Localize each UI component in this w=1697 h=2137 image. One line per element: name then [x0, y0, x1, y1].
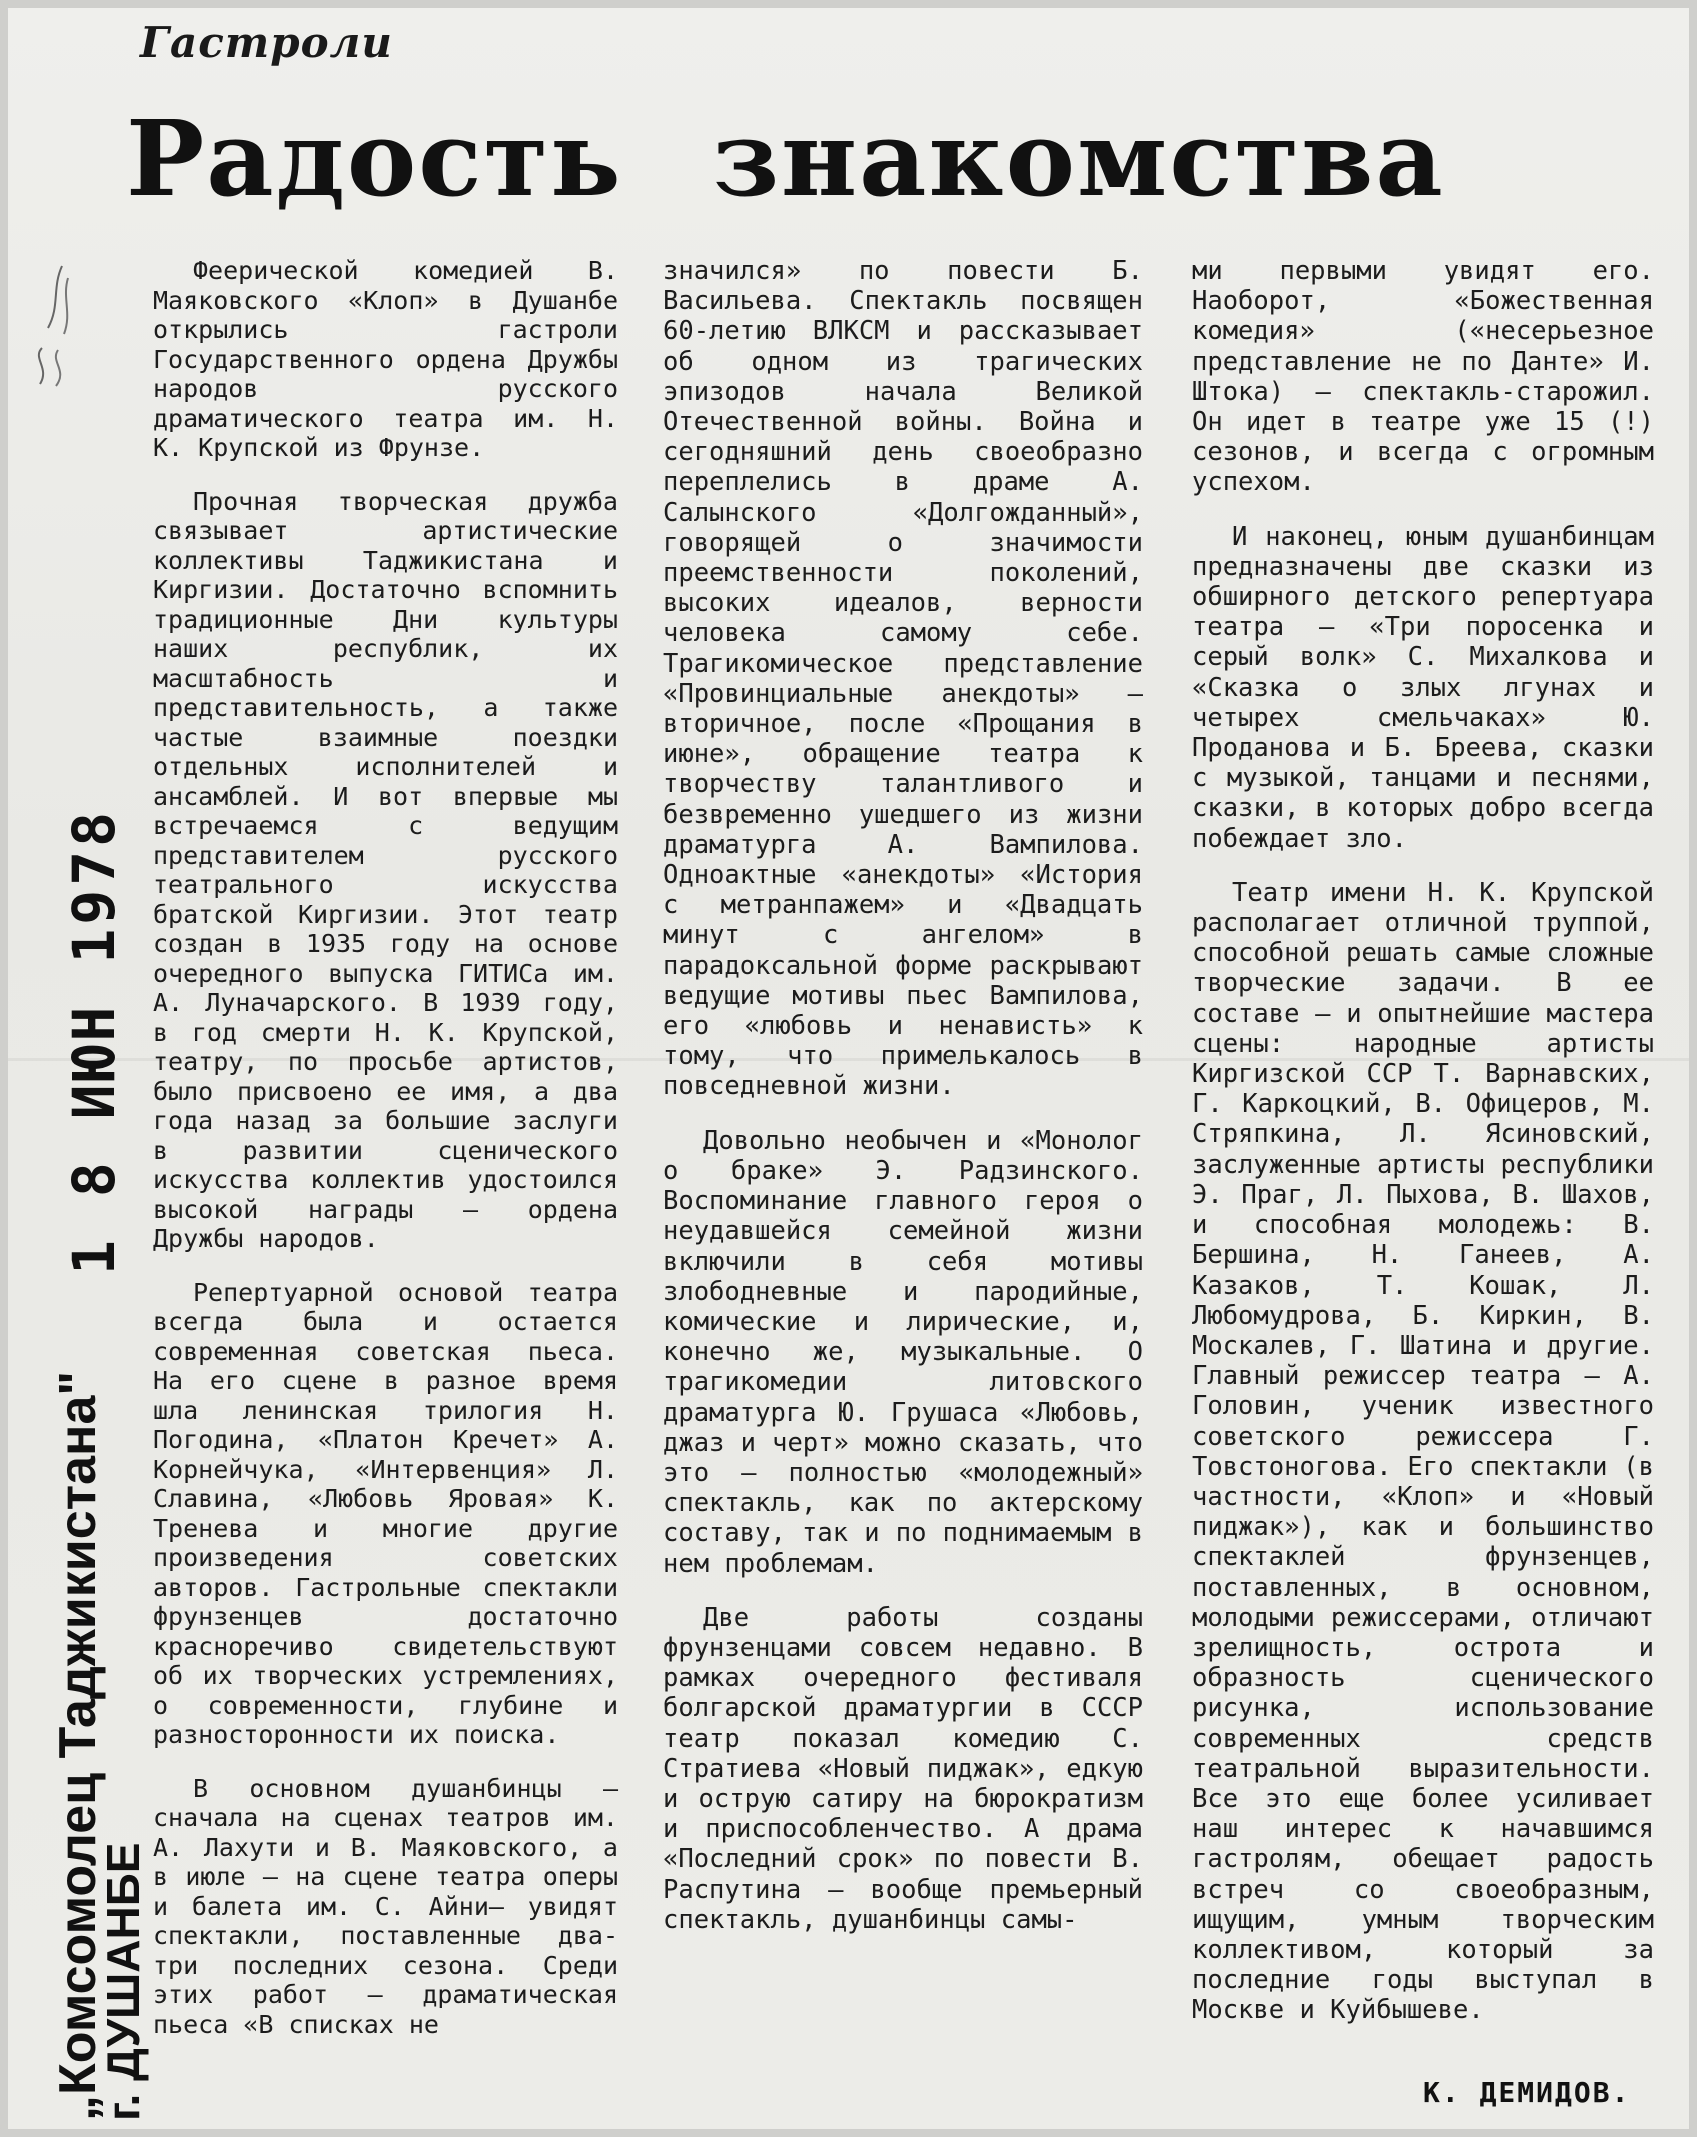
paragraph: И наконец, юным душанбинцам предназначены две сказки из обширного детского репертуара театра — «Три поросенка и серый волк» С. Михалкова и «Сказка о злых лгунах и четырех смельчаках» Ю. Проданова и Б. Бреева, сказки с музыкой, танцами и песнями, сказки, в которых добро всегда побеждает зло. — [1192, 521, 1654, 854]
paragraph: значился» по повести Б. Васильева. Спектакль посвящен 60-летию ВЛКСМ и рассказывает об одном из трагических эпизодов начала Великой Отечественной войны. Война и сегодняшний день своеобразно переплелись в драме А. Салынского «Долгожданный», говорящей о значимости преемственности поколений, высоких идеалов, верности человека самому себе. Трагикомическое представление «Провинциальные анекдоты» — вторичное, после «Прощания в июне», обращение театра к творчеству талантливого и безвременно ушедшего из жизни драматурга А. Вампилова. Одноактные «анекдоты» «История с метранпажем» и «Двадцать минут с ангелом» в парадоксальной форме раскрывают ведущие мотивы пьес Вампилова, его «любовь и ненависть» к тому, что примелькалось в повседневной жизни. — [663, 256, 1143, 1102]
article-column-1 — [153, 256, 618, 2063]
handwritten-side-note — [22, 258, 92, 398]
paragraph: В основном душанбинцы — сначала на сценах театров им. А. Лахути и В. Маяковского, а в июле — на сцене театра оперы и балета им. С. Айни— увидят спектакли, поставленные два-три последних сезона. Среди этих работ — драматическая пьеса «В списках не — [153, 1773, 618, 2039]
article-column-3 — [1192, 256, 1654, 2050]
rubric: Гастроли — [140, 18, 393, 67]
headline-word-2: знакомства — [712, 97, 1445, 220]
paragraph: ми первыми увидят его. Наоборот, «Божественная комедия» («несерьезное представление не по Данте» И. Штока) — спектакль-старожил. Он идет в театре уже 15 (!) сезонов, и всегда с огромным успехом. — [1192, 256, 1654, 498]
headline-word-1: Радость — [126, 97, 623, 220]
paragraph: Две работы созданы фрунзенцами совсем недавно. В рамках очередного фестиваля болгарской драматургии в СССР театр показал комедию С. Стратиева «Новый пиджак», едкую и острую сатиру на бюрократизм и приспособленчество. А драма «Последний срок» по повести В. Распутина — вообще премьерный спектакль, душанбинцы самы- — [663, 1602, 1143, 1935]
date-stamp: 1 8 ИЮН 1978 — [60, 807, 128, 1275]
paragraph: Довольно необычен и «Монолог о браке» Э. Радзинского. Воспоминание главного героя о неудавшейся семейной жизни включили в себя мотивы злободневные и пародийные, комические и лирические, и, конечно же, музыкальные. О трагикомедии литовского драматурга Ю. Грушаса «Любовь, джаз и черт» можно сказать, что это — полностью «молодежный» спектакль, как по актерскому составу, так и по поднимаемым в нем проблемам. — [663, 1125, 1143, 1579]
article-column-2 — [663, 256, 1143, 1959]
newspaper-clipping — [8, 8, 1689, 2129]
paragraph: Репертуарной основой театра всегда была и остается современная советская пьеса. На его сцене в разное время шла ленинская трилогия Н. Погодина, «Платон Кречет» А. Корнейчука, «Интервенция» Л. Славина, «Любовь Яровая» К. Тренева и многие другие произведения советских авторов. Гастрольные спектакли фрунзенцев достаточно красноречиво свидетельствуют об их творческих устремлениях, о современности, глубине и разносторонности их поиска. — [153, 1277, 618, 1749]
paragraph: Театр имени Н. К. Крупской располагает отличной труппой, способной решать самые сложные творческие задачи. В ее составе — и опытнейшие мастера сцены: народные артисты Киргизской ССР Т. Варнавских, Г. Каркоцкий, В. Офицеров, М. Стряпкина, Л. Ясиновский, заслуженные артисты республики Э. Праг, Л. Пыхова, В. Шахов, и способная молодежь: В. Бершина, Н. Ганеев, А. Казаков, Т. Кошак, Л. Любомудрова, Б. Киркин, В. Москалев, Г. Шатина и другие. Главный режиссер театра — А. Головин, ученик известного советского режиссера Г. Товстоногова. Его спектакли (в частности, «Клоп» и «Новый пиджак»), как и большинство спектаклей фрунзенцев, поставленных, в основном, молодыми режиссерами, отличают зрелищность, острота и образность сценического рисунка, использование современных средств театральной выразительности. Все это еще более усиливает наш интерес к начавшимся гастролям, обещает радость встреч со своеобразным, ищущим, умным творческим коллективом, который за последние годы выступал в Москве и Куйбышеве. — [1192, 877, 1654, 2026]
newspaper-city: г. ДУШАНБЕ — [97, 1842, 149, 2121]
headline — [126, 97, 1445, 220]
paragraph: Феерической комедией В. Маяковского «Клоп» в Душанбе открылись гастроли Государственного ордена Дружбы народов русского драматического театра им. Н. К. Крупской из Фрунзе. — [153, 256, 618, 462]
handwriting-icon — [22, 258, 92, 398]
author-signature: К. ДЕМИДОВ. — [1423, 2076, 1631, 2109]
newspaper-masthead-stamp — [50, 861, 160, 2121]
paragraph: Прочная творческая дружба связывает артистические коллективы Таджикистана и Киргизии. Достаточно вспомнить традиционные Дни культуры наших республик, их масштабность и представительность, а также частые взаимные поездки отдельных исполнителей и ансамблей. И вот впервые мы встречаемся с ведущим представителем русского театрального искусства братской Киргизии. Этот театр создан в 1935 году на основе очередного выпуска ГИТИСа им. А. Луначарского. В 1939 году, в год смерти Н. К. Крупской, театру, по просьбе артистов, было присвоено ее имя, а два года назад за большие заслуги в развитии сценического искусства коллектив удостоился высокой награды — ордена Дружбы народов. — [153, 486, 618, 1253]
newspaper-name: „Комсомолец Таджикистана" — [49, 1370, 107, 2121]
